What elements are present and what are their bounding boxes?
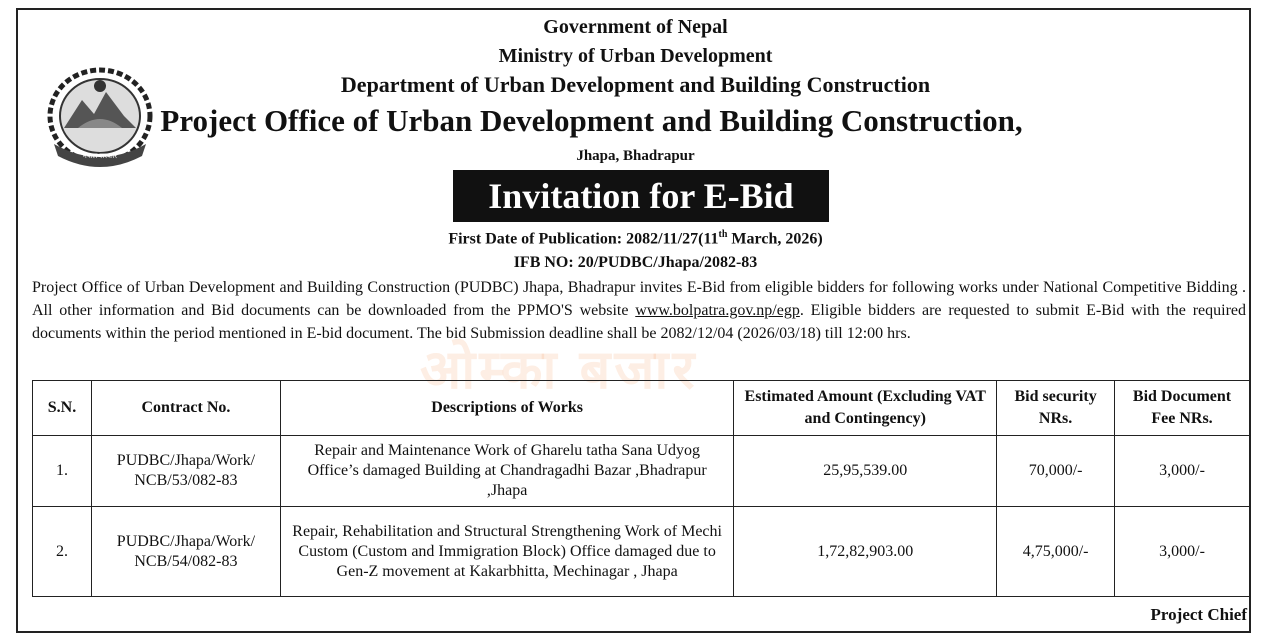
- office-location: Jhapa, Bhadrapur: [576, 148, 695, 164]
- row-contract-no: PUDBC/Jhapa/Work/ NCB/53/082-83: [91, 436, 280, 507]
- table-row: [33, 507, 1250, 597]
- office-title: Project Office of Urban Development and Building Construction,: [160, 103, 1023, 138]
- row-doc-fee: 3,000/-: [1115, 507, 1250, 597]
- row-bid-security: 4,75,000/-: [997, 507, 1115, 597]
- emblem-text: नेपाल सरकार: [82, 152, 118, 160]
- row-contract-no: PUDBC/Jhapa/Work/ NCB/54/082-83: [91, 507, 280, 597]
- col-fee-header: Bid Document Fee NRs.: [1115, 381, 1250, 436]
- ifb-number: IFB NO: 20/PUDBC/Jhapa/2082-83: [513, 254, 758, 271]
- department-title: Department of Urban Development and Building Construction: [340, 72, 931, 97]
- row-amount: 1,72,82,903.00: [734, 507, 997, 597]
- publication-prefix: First Date of Publication: 2082/11/27(11: [448, 230, 719, 248]
- row-sn: 1.: [33, 436, 92, 507]
- paragraph-part-2: . Eligible bidders are requested to submit E-Bid with the required documents within the period mentioned in E-bid document. The bid Submission deadline shall be 2082/12/04 (2026/03/18) till 12:00 hrs.: [32, 302, 1246, 342]
- notice-title-banner: Invitation for E-Bid: [453, 170, 829, 222]
- row-amount: 25,95,539.00: [734, 436, 997, 507]
- row-description: Repair and Maintenance Work of Gharelu tatha Sana Udyog Office’s damaged Building at Chandragadhi Bazar ,Bhadrapur ,Jhapa: [280, 436, 733, 507]
- table-header-row: [33, 381, 1250, 436]
- col-sn-header: S.N.: [33, 381, 92, 436]
- ppmo-website-link[interactable]: www.bolpatra.gov.np/egp: [635, 302, 800, 319]
- bid-table: [32, 380, 1250, 597]
- watermark: ओम्का बजार: [420, 340, 699, 400]
- row-doc-fee: 3,000/-: [1115, 436, 1250, 507]
- notice-paragraph: [32, 276, 1246, 345]
- publication-suffix: March, 2026): [727, 230, 823, 248]
- col-desc-header: Descriptions of Works: [280, 381, 733, 436]
- row-bid-security: 70,000/-: [997, 436, 1115, 507]
- row-sn: 2.: [33, 507, 92, 597]
- row-description: Repair, Rehabilitation and Structural Strengthening Work of Mechi Custom (Custom and Immigration Block) Office damaged due to Gen-Z movement at Kakarbhitta, Mechinagar , Jhapa: [280, 507, 733, 597]
- table-row: [33, 436, 1250, 507]
- government-title: Government of Nepal: [543, 16, 728, 38]
- publication-date: [0, 229, 1271, 248]
- col-security-header: Bid security NRs.: [997, 381, 1115, 436]
- paragraph-part-1: Project Office of Urban Development and Building Construction (PUDBC) Jhapa, Bhadrapur invites E-Bid from eligible bidders for following works under National Competitive Bidding . All other information and Bid documents can be downloaded from the PPMO'S website: [32, 279, 1246, 319]
- publication-sup: th: [718, 229, 728, 240]
- ministry-title: Ministry of Urban Development: [498, 45, 773, 67]
- col-amount-header: Estimated Amount (Excluding VAT and Contingency): [734, 381, 997, 436]
- col-contract-header: Contract No.: [91, 381, 280, 436]
- signatory: Project Chief: [1150, 605, 1247, 624]
